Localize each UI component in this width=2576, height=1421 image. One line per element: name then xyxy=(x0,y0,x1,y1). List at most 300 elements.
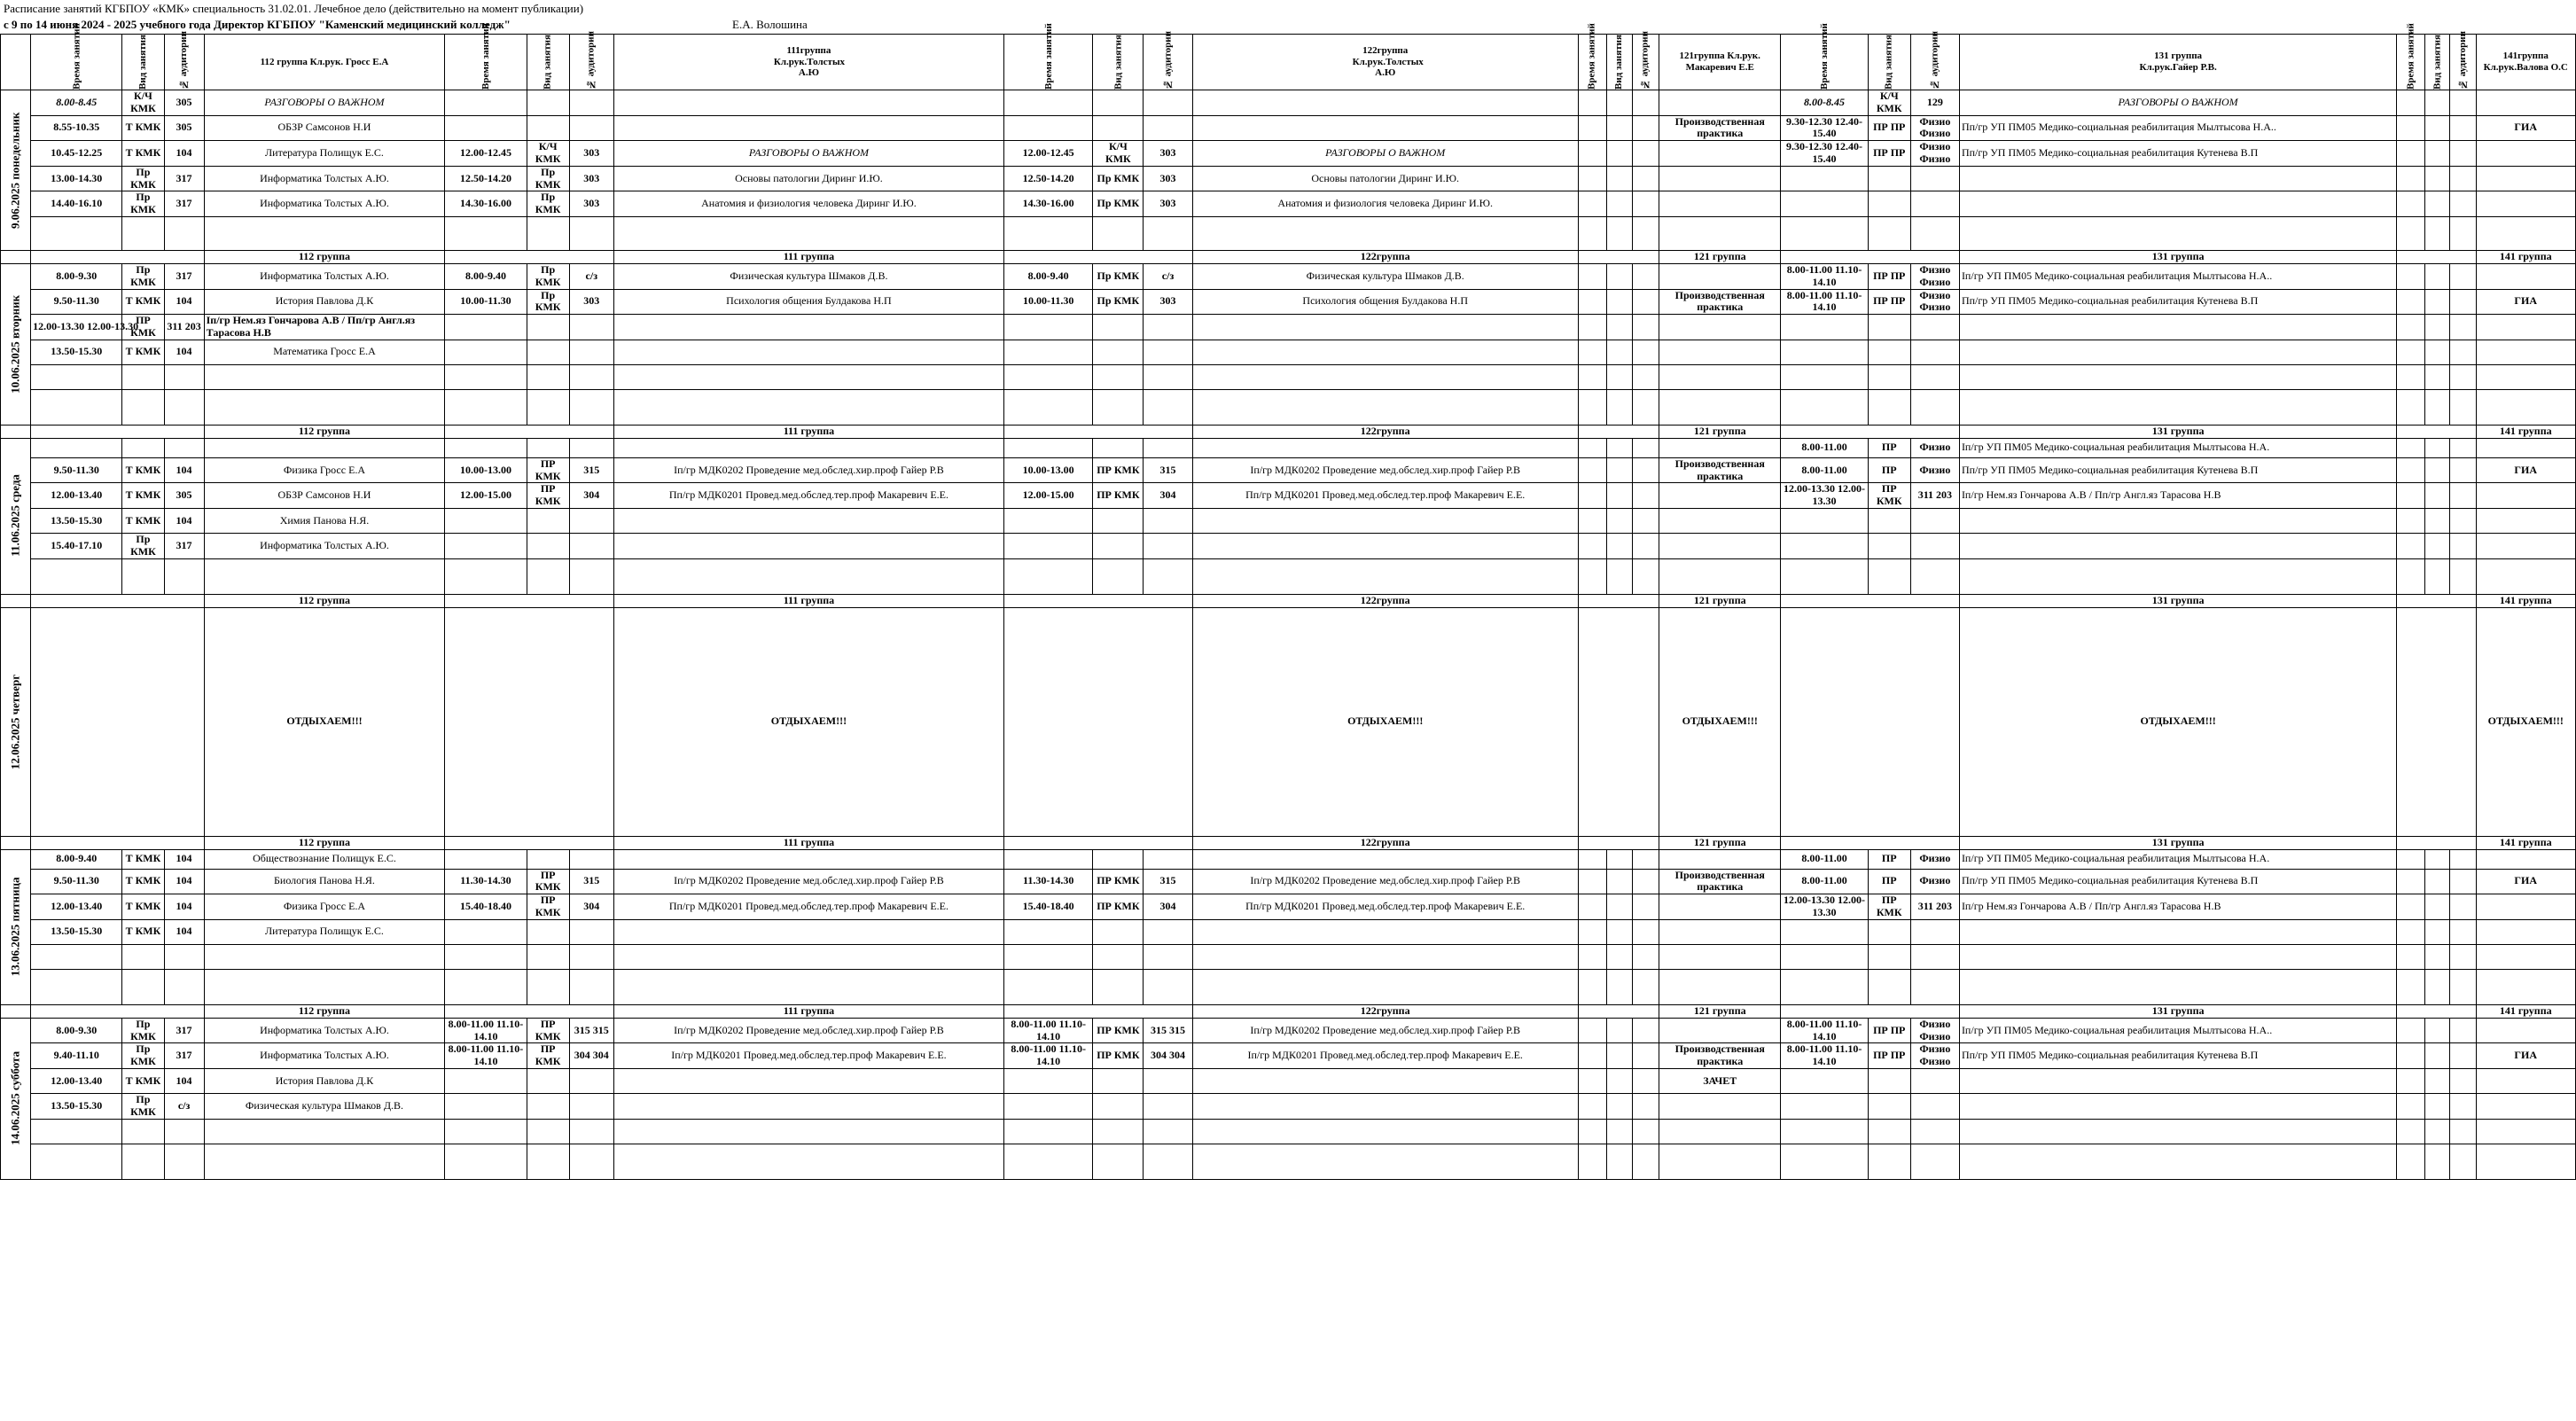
group-label-112: 112 группа xyxy=(204,425,445,438)
time-cell xyxy=(1578,533,1606,558)
empty-cell xyxy=(1606,1144,1632,1179)
subject-cell: Информатика Толстых А.Ю. xyxy=(204,166,445,191)
time-cell: 8.00-11.00 xyxy=(1781,438,1868,457)
empty-cell xyxy=(122,216,164,250)
time-cell xyxy=(2397,263,2425,289)
room-cell: 311 203 xyxy=(164,315,204,340)
group-label-122: 122группа xyxy=(1192,425,1578,438)
kind-cell: ПР xyxy=(1868,869,1910,894)
kind-cell xyxy=(1606,438,1632,457)
room-cell xyxy=(1632,1119,1659,1144)
kind-cell xyxy=(2425,340,2450,364)
room-cell: 315 315 xyxy=(1144,1018,1192,1043)
kind-cell: Т КМК xyxy=(122,894,164,920)
time-cell xyxy=(445,944,527,969)
room-cell xyxy=(569,115,613,141)
kind-cell xyxy=(2425,438,2450,457)
kind-cell xyxy=(2425,289,2450,315)
kind-cell xyxy=(2425,533,2450,558)
empty-cell xyxy=(1004,607,1193,836)
kind-cell xyxy=(2425,1068,2450,1093)
subject-cell xyxy=(1959,340,2396,364)
exam-cell xyxy=(2476,1018,2576,1043)
rest-label: ОТДЫХАЕМ!!! xyxy=(1659,607,1781,836)
director-name: Е.А. Волошина xyxy=(732,18,808,31)
room-cell xyxy=(569,849,613,869)
time-cell xyxy=(445,919,527,944)
spacer xyxy=(445,1004,614,1018)
empty-cell xyxy=(445,969,527,1004)
room-cell xyxy=(2450,1093,2476,1119)
empty-cell xyxy=(1781,1144,1868,1179)
kind-cell: Т КМК xyxy=(122,869,164,894)
empty-cell xyxy=(1659,558,1781,594)
kind-cell xyxy=(1868,191,1910,217)
time-cell xyxy=(1004,849,1093,869)
subject-cell xyxy=(1959,1093,2396,1119)
empty-cell xyxy=(1959,216,2396,250)
group-label-112: 112 группа xyxy=(204,594,445,607)
room-cell: 304 xyxy=(1144,483,1192,509)
group-label-111: 111 группа xyxy=(613,836,1003,849)
kind-cell: Пр КМК xyxy=(1093,289,1144,315)
empty-cell xyxy=(1659,1144,1781,1179)
time-cell: 8.00-11.00 11.10-14.10 xyxy=(1004,1043,1093,1069)
room-cell xyxy=(2450,869,2476,894)
empty-cell xyxy=(1192,1144,1578,1179)
kind-cell xyxy=(2425,483,2450,509)
subject-cell xyxy=(1959,533,2396,558)
subject-cell: Литература Полищук Е.С. xyxy=(204,919,445,944)
time-cell xyxy=(31,438,122,457)
kind-cell: ПР КМК xyxy=(527,457,569,483)
time-cell xyxy=(2397,364,2425,389)
kind-cell: ПР КМК xyxy=(1093,1018,1144,1043)
empty-cell xyxy=(613,558,1003,594)
subject-cell xyxy=(1959,315,2396,340)
subject-cell xyxy=(1192,364,1578,389)
empty-cell xyxy=(1578,389,1606,425)
lesson-row xyxy=(1,263,2576,289)
spacer xyxy=(1578,836,1659,849)
kind-cell xyxy=(527,438,569,457)
room-cell: Физио Физио xyxy=(1910,141,1959,167)
room-cell xyxy=(2450,944,2476,969)
room-cell xyxy=(164,1119,204,1144)
empty-cell xyxy=(1192,558,1578,594)
kind-cell xyxy=(2425,315,2450,340)
room-cell: с/з xyxy=(164,1093,204,1119)
empty-cell xyxy=(2397,216,2425,250)
lesson-row xyxy=(1,1093,2576,1119)
empty-cell xyxy=(1144,969,1192,1004)
subject-cell: РАЗГОВОРЫ О ВАЖНОМ xyxy=(613,141,1003,167)
time-cell xyxy=(1781,340,1868,364)
group-122-header: 122группа Кл.рук.Толстых А.Ю xyxy=(1192,35,1578,90)
time-cell xyxy=(2397,115,2425,141)
kind-cell xyxy=(1093,1093,1144,1119)
practice-cell xyxy=(1659,508,1781,533)
time-cell xyxy=(1781,166,1868,191)
room-cell xyxy=(1632,483,1659,509)
subject-cell: Информатика Толстых А.Ю. xyxy=(204,533,445,558)
room-cell xyxy=(1910,340,1959,364)
subject-cell: Основы патологии Диринг И.Ю. xyxy=(1192,166,1578,191)
kind-cell xyxy=(1868,1068,1910,1093)
time-cell xyxy=(1578,1068,1606,1093)
group-title-row xyxy=(1,594,2576,607)
lesson-row xyxy=(1,919,2576,944)
empty-cell xyxy=(1093,216,1144,250)
kind-cell: ПР КМК xyxy=(527,483,569,509)
kind-cell xyxy=(1093,508,1144,533)
room-cell: Физио xyxy=(1910,457,1959,483)
subject-cell xyxy=(1959,166,2396,191)
room-cell xyxy=(2450,315,2476,340)
kind-cell xyxy=(1868,1093,1910,1119)
room-cell xyxy=(1632,1068,1659,1093)
empty-cell xyxy=(1632,969,1659,1004)
time-cell xyxy=(2397,1093,2425,1119)
spacer xyxy=(1781,1004,1960,1018)
lesson-row xyxy=(1,894,2576,920)
practice-cell xyxy=(1659,141,1781,167)
room-cell xyxy=(1632,141,1659,167)
time-cell: 13.50-15.30 xyxy=(31,919,122,944)
time-cell: 12.00-15.00 xyxy=(445,483,527,509)
kind-cell xyxy=(2425,1093,2450,1119)
empty-cell xyxy=(2425,216,2450,250)
spacer xyxy=(1578,425,1659,438)
time-cell xyxy=(2397,1119,2425,1144)
kind-cell xyxy=(1606,1018,1632,1043)
spacer xyxy=(445,250,614,263)
kind-cell: ПР КМК xyxy=(1093,869,1144,894)
kind-cell xyxy=(1093,533,1144,558)
time-cell xyxy=(1578,315,1606,340)
room-cell: 317 xyxy=(164,263,204,289)
subject-cell: Математика Гросс Е.А xyxy=(204,340,445,364)
kind-cell xyxy=(1606,340,1632,364)
kind-cell: Т КМК xyxy=(122,457,164,483)
col-room: № аудитории xyxy=(569,35,613,90)
empty-cell xyxy=(2450,558,2476,594)
room-cell: 104 xyxy=(164,1068,204,1093)
group-141-header: 141группа Кл.рук.Валова О.С xyxy=(2476,35,2576,90)
empty-cell xyxy=(1868,969,1910,1004)
time-cell: 8.00-11.00 11.10-14.10 xyxy=(1004,1018,1093,1043)
room-cell: 104 xyxy=(164,849,204,869)
empty-cell xyxy=(1632,216,1659,250)
kind-cell xyxy=(1606,166,1632,191)
room-cell xyxy=(164,438,204,457)
lesson-row xyxy=(1,1119,2576,1144)
time-cell: 12.00-12.45 xyxy=(1004,141,1093,167)
exam-cell xyxy=(2476,849,2576,869)
kind-cell: ПР xyxy=(1868,457,1910,483)
practice-cell xyxy=(1659,533,1781,558)
exam-cell xyxy=(2476,315,2576,340)
kind-cell xyxy=(1093,315,1144,340)
lesson-row xyxy=(1,141,2576,167)
lesson-row xyxy=(1,1043,2576,1069)
lesson-row xyxy=(1,364,2576,389)
spacer xyxy=(445,836,614,849)
kind-cell: ПР КМК xyxy=(122,315,164,340)
empty-cell xyxy=(613,969,1003,1004)
spacer xyxy=(1578,250,1659,263)
room-cell xyxy=(1144,1068,1192,1093)
room-cell xyxy=(569,944,613,969)
kind-cell: ПР ПР xyxy=(1868,141,1910,167)
practice-cell xyxy=(1659,340,1781,364)
room-cell: 317 xyxy=(164,1043,204,1069)
subject-cell xyxy=(1959,508,2396,533)
empty-cell xyxy=(1632,558,1659,594)
col-time: Время занятий xyxy=(1578,35,1606,90)
kind-cell xyxy=(1606,364,1632,389)
spacer xyxy=(1004,836,1193,849)
room-cell: 104 xyxy=(164,508,204,533)
time-cell: 13.00-14.30 xyxy=(31,166,122,191)
subject-cell xyxy=(1192,508,1578,533)
schedule-title: Расписание занятий КГБПОУ «КМК» специальность 31.02.01. Лечебное дело (действительно на момент публикации) xyxy=(4,2,584,15)
subject-cell: Анатомия и физиология человека Диринг И.Ю. xyxy=(1192,191,1578,217)
subject-cell: Iп/гр МДК0201 Провед.мед.обслед.тер.проф Макаревич Е.Е. xyxy=(613,1043,1003,1069)
time-cell: 15.40-18.40 xyxy=(1004,894,1093,920)
kind-cell xyxy=(527,315,569,340)
room-cell xyxy=(2450,141,2476,167)
time-cell: 12.00-15.00 xyxy=(1004,483,1093,509)
subject-cell: История Павлова Д.К xyxy=(204,1068,445,1093)
kind-cell xyxy=(2425,141,2450,167)
time-cell: 12.00-13.40 xyxy=(31,483,122,509)
subject-cell xyxy=(1192,340,1578,364)
time-cell xyxy=(1004,315,1093,340)
exam-cell xyxy=(2476,191,2576,217)
subject-cell xyxy=(613,115,1003,141)
col-kind: Вид занятия xyxy=(1868,35,1910,90)
room-cell xyxy=(569,919,613,944)
empty-cell xyxy=(1004,389,1093,425)
exam-cell: ГИА xyxy=(2476,289,2576,315)
time-cell xyxy=(445,115,527,141)
time-cell xyxy=(31,1119,122,1144)
empty-cell xyxy=(1606,558,1632,594)
room-cell: 317 xyxy=(164,533,204,558)
empty-cell xyxy=(1781,216,1868,250)
kind-cell xyxy=(1093,364,1144,389)
room-cell xyxy=(1632,1043,1659,1069)
empty-row xyxy=(1,1144,2576,1179)
subject-cell xyxy=(613,1093,1003,1119)
group-label-141: 141 группа xyxy=(2476,594,2576,607)
subject-cell: Пп/гр УП ПМ05 Медико-социальная реабилитация Кутенева В.П xyxy=(1959,141,2396,167)
kind-cell xyxy=(2425,1119,2450,1144)
empty-cell xyxy=(2397,607,2476,836)
group-label-131: 131 группа xyxy=(1959,594,2396,607)
rest-label: ОТДЫХАЕМ!!! xyxy=(1192,607,1578,836)
room-cell xyxy=(1632,364,1659,389)
room-cell xyxy=(1144,919,1192,944)
room-cell: 315 xyxy=(569,869,613,894)
room-cell xyxy=(569,1068,613,1093)
time-cell xyxy=(2397,508,2425,533)
time-cell xyxy=(1781,364,1868,389)
time-cell xyxy=(1781,944,1868,969)
empty-cell xyxy=(1093,558,1144,594)
kind-cell xyxy=(1606,944,1632,969)
spacer xyxy=(31,425,205,438)
spacer xyxy=(445,425,614,438)
kind-cell xyxy=(1093,1068,1144,1093)
empty-cell xyxy=(1910,969,1959,1004)
practice-cell xyxy=(1659,263,1781,289)
time-cell xyxy=(445,1093,527,1119)
time-cell xyxy=(1578,1093,1606,1119)
empty-cell xyxy=(1192,969,1578,1004)
practice-cell xyxy=(1659,166,1781,191)
subject-cell: Психология общения Булдакова Н.П xyxy=(1192,289,1578,315)
col-time: Время занятий xyxy=(31,35,122,90)
kind-cell: Т КМК xyxy=(122,849,164,869)
kind-cell xyxy=(527,1093,569,1119)
subject-cell xyxy=(613,1068,1003,1093)
col-time: Время занятий xyxy=(2397,35,2425,90)
room-cell xyxy=(569,438,613,457)
room-cell: 304 304 xyxy=(569,1043,613,1069)
kind-cell xyxy=(2425,944,2450,969)
empty-cell xyxy=(1910,389,1959,425)
spacer xyxy=(1578,594,1659,607)
room-cell xyxy=(1632,894,1659,920)
kind-cell xyxy=(2425,90,2450,116)
subject-cell: Физическая культура Шмаков Д.В. xyxy=(204,1093,445,1119)
kind-cell xyxy=(1606,141,1632,167)
empty-cell xyxy=(1659,216,1781,250)
empty-cell xyxy=(2476,216,2576,250)
room-cell xyxy=(569,315,613,340)
kind-cell: Пр КМК xyxy=(122,1043,164,1069)
kind-cell xyxy=(1868,340,1910,364)
spacer xyxy=(1004,1004,1193,1018)
empty-cell xyxy=(613,216,1003,250)
room-cell: Физио Физио xyxy=(1910,289,1959,315)
subject-cell xyxy=(613,1119,1003,1144)
spacer xyxy=(1004,594,1193,607)
group-label-141: 141 группа xyxy=(2476,250,2576,263)
group-title-row xyxy=(1,425,2576,438)
kind-cell: ПР ПР xyxy=(1868,263,1910,289)
kind-cell xyxy=(1868,533,1910,558)
room-cell: 304 xyxy=(569,894,613,920)
time-cell xyxy=(445,533,527,558)
group-label-112: 112 группа xyxy=(204,836,445,849)
time-cell xyxy=(1578,1043,1606,1069)
empty-cell xyxy=(1781,969,1868,1004)
time-cell xyxy=(445,1068,527,1093)
spacer xyxy=(1781,594,1960,607)
kind-cell xyxy=(1868,919,1910,944)
empty-cell xyxy=(1632,389,1659,425)
practice-cell: ЗАЧЕТ xyxy=(1659,1068,1781,1093)
room-cell xyxy=(1632,166,1659,191)
group-title-row xyxy=(1,836,2576,849)
room-cell xyxy=(2450,90,2476,116)
group-label-141: 141 группа xyxy=(2476,425,2576,438)
room-cell xyxy=(1144,1093,1192,1119)
empty-cell xyxy=(1868,216,1910,250)
lesson-row xyxy=(1,315,2576,340)
exam-cell: ГИА xyxy=(2476,1043,2576,1069)
room-cell xyxy=(2450,533,2476,558)
exam-cell: ГИА xyxy=(2476,457,2576,483)
lesson-row xyxy=(1,1068,2576,1093)
room-cell xyxy=(2450,894,2476,920)
lesson-row xyxy=(1,533,2576,558)
kind-cell: Пр КМК xyxy=(122,1018,164,1043)
subject-cell: Физика Гросс Е.А xyxy=(204,457,445,483)
kind-cell: К/Ч КМК xyxy=(527,141,569,167)
room-cell xyxy=(1632,191,1659,217)
spacer xyxy=(31,250,205,263)
kind-cell xyxy=(122,438,164,457)
time-cell xyxy=(1004,340,1093,364)
empty-cell xyxy=(1659,389,1781,425)
subject-cell: Химия Панова Н.Я. xyxy=(204,508,445,533)
kind-cell: К/Ч КМК xyxy=(1868,90,1910,116)
spacer xyxy=(1781,425,1960,438)
room-cell xyxy=(1910,1119,1959,1144)
room-cell xyxy=(1910,533,1959,558)
time-cell: 8.00-11.00 11.10-14.10 xyxy=(445,1043,527,1069)
kind-cell xyxy=(527,115,569,141)
room-cell: 304 xyxy=(569,483,613,509)
kind-cell xyxy=(2425,115,2450,141)
empty-cell xyxy=(445,216,527,250)
kind-cell: Т КМК xyxy=(122,483,164,509)
subject-cell xyxy=(1959,1068,2396,1093)
time-cell xyxy=(1004,115,1093,141)
empty-row xyxy=(1,558,2576,594)
empty-cell xyxy=(31,1144,122,1179)
room-cell: 104 xyxy=(164,289,204,315)
kind-cell: Пр КМК xyxy=(122,263,164,289)
time-cell xyxy=(2397,166,2425,191)
subject-cell: Физическая культура Шмаков Д.В. xyxy=(613,263,1003,289)
col-time: Время занятий xyxy=(1004,35,1093,90)
room-cell xyxy=(2450,508,2476,533)
subject-cell: Пп/гр УП ПМ05 Медико-социальная реабилитация Кутенева В.П xyxy=(1959,1043,2396,1069)
kind-cell xyxy=(1093,90,1144,116)
empty-cell xyxy=(1578,969,1606,1004)
time-cell: 8.00-8.45 xyxy=(31,90,122,116)
room-cell: 303 xyxy=(1144,166,1192,191)
kind-cell: Т КМК xyxy=(122,508,164,533)
empty-cell xyxy=(2397,558,2425,594)
lesson-row xyxy=(1,508,2576,533)
kind-cell xyxy=(1093,115,1144,141)
empty-cell xyxy=(1910,558,1959,594)
empty-cell xyxy=(2450,216,2476,250)
subject-cell xyxy=(1959,919,2396,944)
empty-cell xyxy=(1910,1144,1959,1179)
empty-cell xyxy=(2450,969,2476,1004)
empty-cell xyxy=(122,1144,164,1179)
time-cell: 12.00-13.40 xyxy=(31,1068,122,1093)
kind-cell: Пр КМК xyxy=(1093,191,1144,217)
room-cell: с/з xyxy=(1144,263,1192,289)
